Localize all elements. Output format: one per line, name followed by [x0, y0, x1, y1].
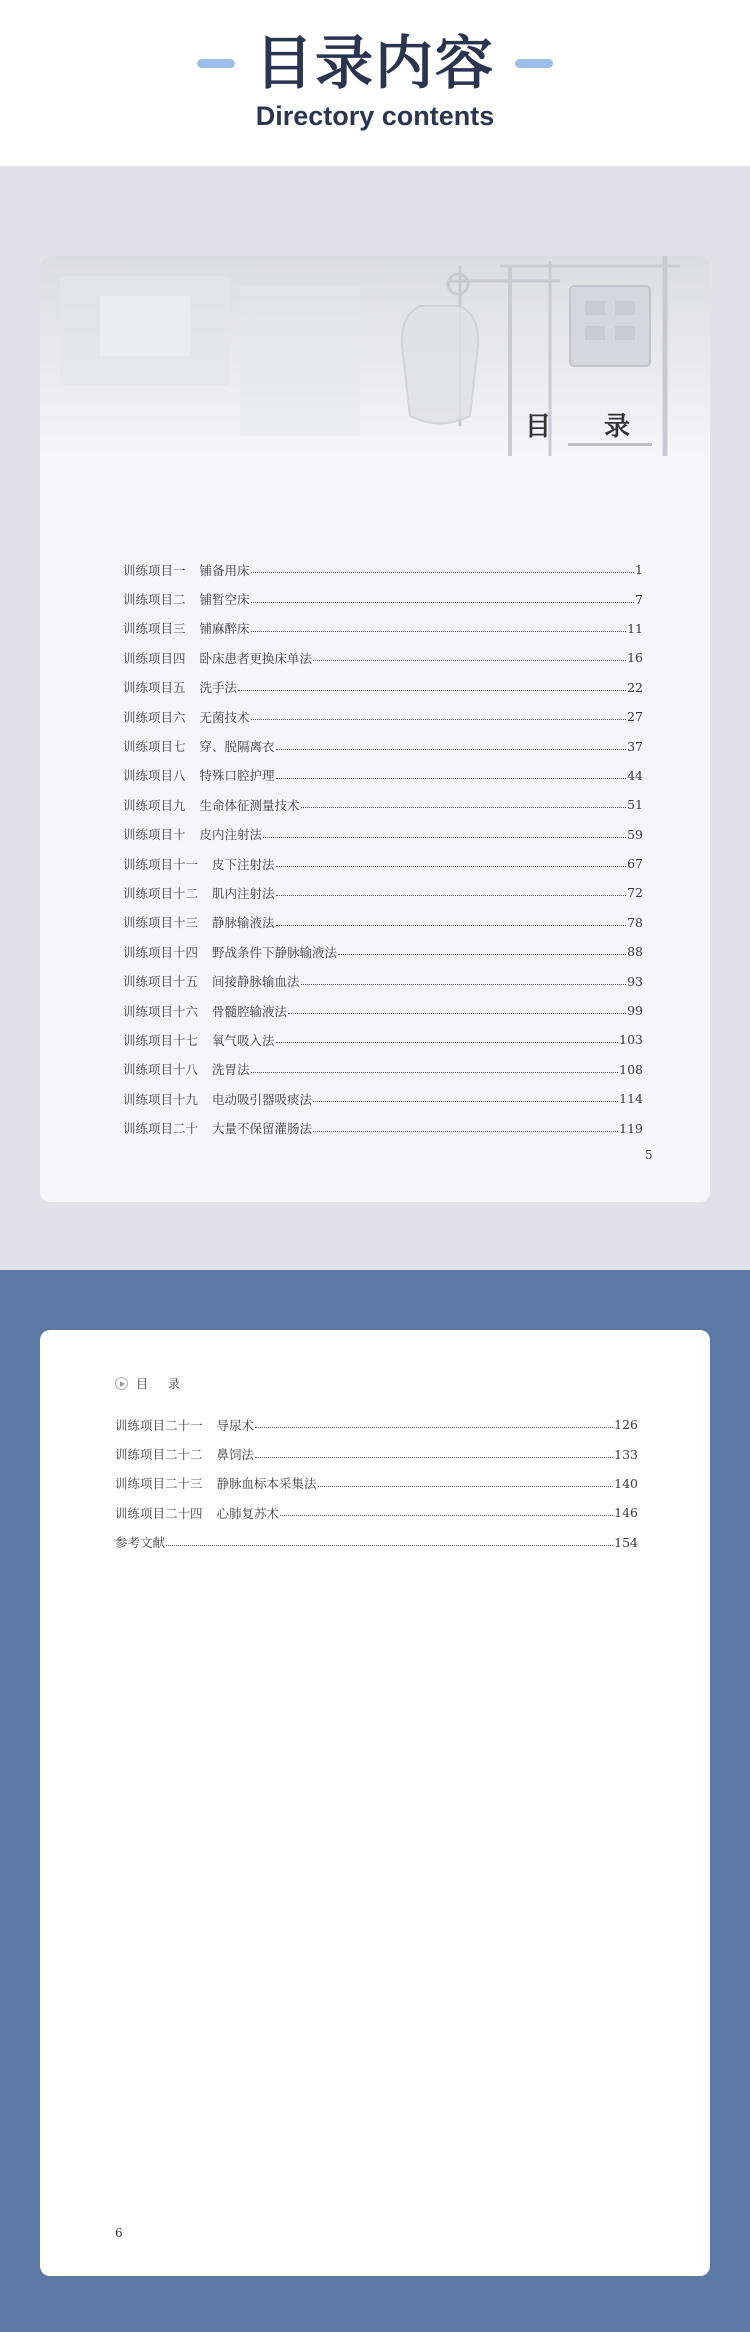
toc-entry-label: 训练项目十四 — [123, 944, 199, 960]
dot-leader — [255, 1427, 613, 1428]
heading-underline — [568, 443, 652, 446]
toc-entry-title: 心肺复苏术 — [216, 1505, 280, 1521]
toc-entry-label: 训练项目四 — [123, 650, 186, 666]
toc-entry-page: 133 — [614, 1446, 638, 1462]
toc-entry — [123, 1113, 643, 1142]
toc-entry — [123, 966, 643, 995]
toc-entry-page: 67 — [627, 856, 643, 872]
toc-entry-title: 静脉血标本采集法 — [216, 1476, 317, 1492]
toc-section-1 — [0, 166, 750, 1270]
toc-entry-label: 参考文献 — [115, 1535, 166, 1551]
toc-entry-title: 皮内注射法 — [199, 827, 263, 843]
toc-entry — [123, 790, 643, 819]
toc-entry-title: 电动吸引器吸痰法 — [212, 1091, 313, 1107]
toc-entry-label: 训练项目二十三 — [115, 1476, 203, 1492]
toc-list — [123, 555, 643, 1143]
toc-entry — [123, 555, 643, 584]
toc-entry-page: 140 — [614, 1475, 638, 1491]
toc-entry-page: 146 — [614, 1505, 638, 1521]
toc-entry — [123, 937, 643, 966]
dot-leader — [251, 602, 635, 603]
dot-leader — [313, 1101, 618, 1102]
toc-entry-title: 野战条件下静脉输液法 — [212, 944, 338, 960]
play-arrow-icon — [115, 1377, 128, 1390]
toc-entry-label: 训练项目十七 — [123, 1032, 199, 1048]
dot-leader — [251, 719, 627, 720]
toc-entry — [123, 643, 643, 672]
dot-leader — [301, 807, 627, 808]
toc-entry-label: 训练项目十二 — [123, 885, 199, 901]
toc-entry-label: 训练项目二十 — [123, 1121, 199, 1137]
dot-leader — [276, 895, 627, 896]
dot-leader — [251, 572, 635, 573]
dot-leader — [338, 954, 626, 955]
toc-entry-title: 生命体征测量技术 — [199, 797, 300, 813]
toc-section-2 — [0, 1270, 750, 2332]
toc-entry-page: 37 — [627, 738, 643, 754]
right-accent-bar — [515, 59, 553, 68]
toc-entry-title: 铺暂空床 — [199, 592, 250, 608]
toc-entry-title: 静脉输液法 — [212, 915, 275, 931]
dot-leader — [251, 1072, 619, 1073]
toc-entry-title: 氧气吸入法 — [212, 1032, 275, 1048]
toc-entry — [123, 702, 643, 731]
toc-entry-title: 间接静脉输血法 — [212, 974, 300, 990]
toc-entry-page: 119 — [619, 1120, 643, 1136]
toc-entry-label: 训练项目七 — [123, 739, 186, 755]
toc-entry-page: 59 — [627, 826, 643, 842]
toc-entry-title: 铺麻醉床 — [199, 621, 250, 637]
toc-entry — [115, 1469, 638, 1498]
toc-entry-label: 训练项目十 — [123, 827, 186, 843]
toc-entry — [123, 820, 643, 849]
toc-entry-title: 卧床患者更换床单法 — [199, 650, 313, 666]
toc-entry-label: 训练项目三 — [123, 621, 186, 637]
dot-leader — [280, 1515, 613, 1516]
toc-entry-page: 7 — [635, 591, 643, 607]
dot-leader — [313, 660, 626, 661]
running-header-text: 目 录 — [136, 1377, 188, 1391]
toc-entry-page: 11 — [627, 620, 643, 636]
toc-entry — [115, 1498, 638, 1527]
toc-entry-title: 特殊口腔护理 — [199, 768, 275, 784]
toc-entry-title: 皮下注射法 — [212, 856, 275, 872]
dot-leader — [276, 749, 627, 750]
toc-entry — [123, 584, 643, 613]
dot-leader — [313, 1131, 618, 1132]
toc-list — [115, 1410, 638, 1557]
header-title: 目录内容 — [254, 29, 495, 97]
dot-leader — [263, 837, 626, 838]
toc-entry-page: 44 — [627, 767, 643, 783]
dot-leader — [288, 1013, 626, 1014]
dot-leader — [276, 866, 627, 867]
toc-entry — [123, 761, 643, 790]
toc-entry-page: 154 — [614, 1534, 638, 1550]
dot-leader — [238, 690, 626, 691]
toc-entry-label: 训练项目十三 — [123, 915, 199, 931]
toc-entry — [123, 1084, 643, 1113]
dot-leader — [276, 925, 627, 926]
toc-entry — [123, 673, 643, 702]
toc-entry-label: 训练项目十九 — [123, 1091, 199, 1107]
page-number: 5 — [645, 1148, 653, 1162]
dot-leader — [166, 1545, 613, 1546]
toc-entry-label: 训练项目十五 — [123, 974, 199, 990]
toc-entry-title: 洗胃法 — [212, 1062, 250, 1078]
dot-leader — [255, 1457, 613, 1458]
toc-entry-title: 导尿术 — [216, 1417, 255, 1433]
page-header — [0, 0, 750, 166]
toc-entry-page: 93 — [627, 973, 643, 989]
toc-entry-page: 126 — [614, 1417, 638, 1433]
dot-leader — [301, 984, 627, 985]
toc-entry — [115, 1528, 638, 1557]
page-heading: 目 录 — [524, 412, 652, 442]
toc-entry — [123, 1055, 643, 1084]
toc-page-6 — [40, 1330, 710, 2276]
toc-entry-label: 训练项目二十一 — [115, 1417, 203, 1433]
toc-entry-label: 训练项目二 — [123, 592, 186, 608]
toc-entry-label: 训练项目二十四 — [115, 1505, 203, 1521]
toc-entry-page: 27 — [627, 709, 643, 725]
toc-entry — [123, 849, 643, 878]
toc-entry-title: 骨髓腔输液法 — [212, 1003, 288, 1019]
toc-entry-title: 大量不保留灌肠法 — [212, 1121, 313, 1137]
toc-entry-label: 训练项目八 — [123, 768, 186, 784]
toc-entry-page: 51 — [627, 797, 643, 813]
toc-entry-page: 88 — [627, 944, 643, 960]
toc-entry — [123, 614, 643, 643]
header-title-row — [0, 28, 750, 98]
toc-entry — [123, 878, 643, 907]
toc-entry-title: 肌内注射法 — [212, 885, 275, 901]
toc-entry-label: 训练项目十六 — [123, 1003, 199, 1019]
toc-entry — [115, 1410, 638, 1439]
toc-entry — [123, 1025, 643, 1054]
toc-entry — [115, 1439, 638, 1468]
dot-leader — [276, 778, 627, 779]
running-header — [115, 1375, 188, 1392]
toc-entry-label: 训练项目九 — [123, 797, 186, 813]
page-number: 6 — [115, 2226, 123, 2240]
toc-entry-page: 114 — [619, 1091, 643, 1107]
toc-entry — [123, 908, 643, 937]
toc-entry-page: 103 — [619, 1032, 643, 1048]
dot-leader — [318, 1486, 614, 1487]
toc-entry-page: 22 — [627, 679, 643, 695]
toc-entry-label: 训练项目一 — [123, 562, 186, 578]
toc-entry — [123, 731, 643, 760]
toc-entry-label: 训练项目十一 — [123, 856, 199, 872]
toc-entry-title: 穿、脱隔离衣 — [199, 739, 275, 755]
toc-entry-label: 训练项目十八 — [123, 1062, 199, 1078]
toc-entry-page: 1 — [635, 562, 643, 578]
dot-leader — [276, 1042, 619, 1043]
toc-entry-title: 鼻饲法 — [216, 1447, 255, 1463]
toc-entry — [123, 996, 643, 1025]
toc-entry-label: 训练项目五 — [123, 680, 186, 696]
toc-entry-page: 108 — [619, 1061, 643, 1077]
toc-entry-page: 16 — [627, 650, 643, 666]
dot-leader — [251, 631, 627, 632]
toc-entry-title: 洗手法 — [199, 680, 238, 696]
header-subtitle: Directory contents — [255, 101, 495, 131]
toc-entry-label: 训练项目二十二 — [115, 1447, 203, 1463]
toc-entry-label: 训练项目六 — [123, 709, 186, 725]
toc-page-5 — [40, 256, 710, 1202]
toc-entry-title: 无菌技术 — [199, 709, 250, 725]
toc-entry-page: 99 — [627, 1003, 643, 1019]
left-accent-bar — [197, 59, 235, 68]
toc-entry-page: 72 — [627, 885, 643, 901]
toc-entry-title: 铺备用床 — [199, 562, 250, 578]
toc-entry-page: 78 — [627, 914, 643, 930]
